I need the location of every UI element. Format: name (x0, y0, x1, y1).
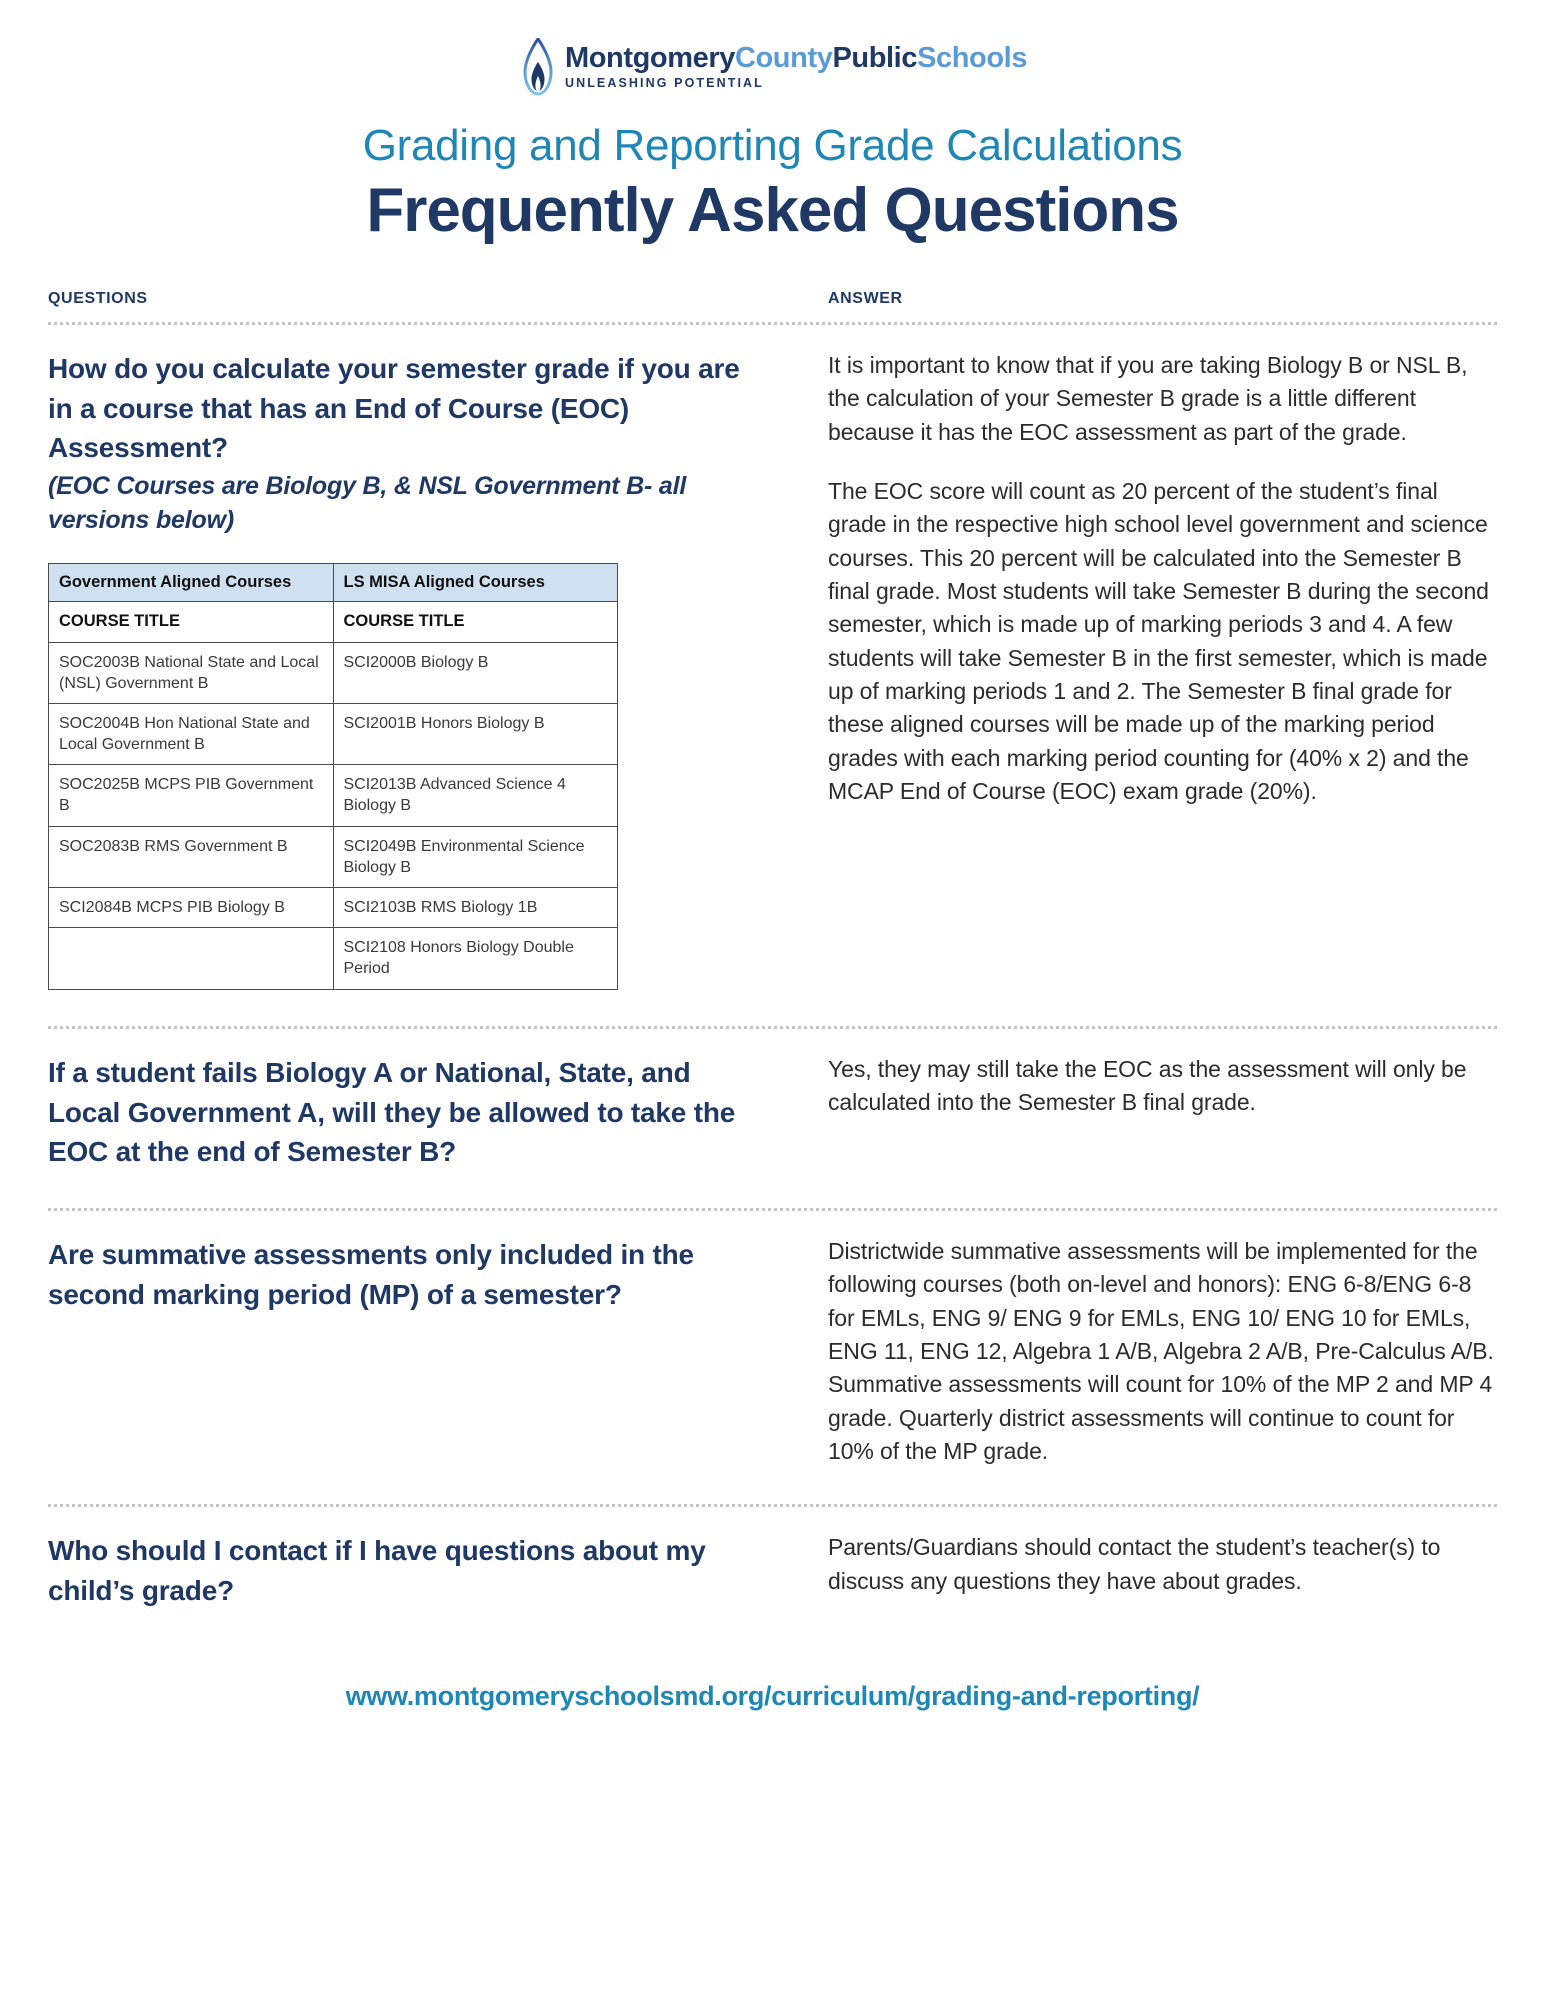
table-cell: SCI2013B Advanced Science 4 Biology B (333, 765, 618, 826)
faq-answer-cell (818, 1531, 1497, 1611)
faq-question-cell (48, 1235, 818, 1468)
faq-question-cell (48, 349, 818, 990)
faq-answer-paragraph: Yes, they may still take the EOC as the assessment will only be calculated into the Semester B final grade. (828, 1055, 1467, 1116)
faq-question: If a student fails Biology A or National, State, and Local Government A, will they be allowed to take the EOC at the end of Semester B? (48, 1056, 736, 1168)
faq-answer-paragraph: Districtwide summative assessments will be implemented for the following courses (both on-level and honors): ENG 6-8/ENG 6-8 for EMLs, ENG 9/ ENG 9 for EMLs, ENG 10/ ENG 10 for EMLs, ENG 11, ENG 12, Algebra 1 A/B, Algebra 2 A/B, Pre-Calculus A/B. Summative assessments will count for 10% of the MP 2 and MP 4 grade. Quarterly district assessments will continue to count for 10% of the MP grade. (828, 1238, 1494, 1465)
faq-question-note: (EOC Courses are Biology B, & NSL Government B- all versions below) (48, 472, 687, 534)
course-table-header-row (49, 564, 618, 602)
page-title: Frequently Asked Questions (366, 176, 1179, 246)
table-row (49, 927, 618, 989)
faq-question-cell (48, 1531, 818, 1611)
table-cell: SOC2083B RMS Government B (49, 826, 334, 887)
faq-row (48, 325, 1497, 1012)
faq-row (48, 1507, 1497, 1633)
footer (48, 1681, 1497, 1752)
mcps-logo (518, 44, 1027, 96)
faq-answer-cell (818, 349, 1497, 990)
flame-icon (518, 38, 558, 96)
faq-content (0, 290, 1545, 1752)
faq-question: How do you calculate your semester grade if you are in a course that has an End of Course (EOC) Assessment? (48, 352, 740, 464)
faq-question: Who should I contact if I have questions about my child’s grade? (48, 1535, 706, 1607)
table-row (49, 765, 618, 826)
faq-answer-paragraph: The EOC score will count as 20 percent of the student’s final grade in the respective high school level government and science courses. This 20 percent will be calculated into the Semester B final grade. Most students will take Semester B during the second semester, which is made up of marking periods 3 and 4. A few students will take Semester B in the first semester, which is made up of marking periods 1 and 2. The Semester B final grade for these aligned courses will be made up of the marking period grades with each marking period counting for (40% x 2) and the MCAP End of Course (EOC) exam grade (20%). (828, 477, 1489, 804)
table-cell: SOC2025B MCPS PIB Government B (49, 765, 334, 826)
course-table-header-government: Government Aligned Courses (49, 564, 334, 602)
faq-answer-paragraph: Parents/Guardians should contact the student’s teacher(s) to discuss any questions they have about grades. (828, 1534, 1441, 1594)
faq-answer (828, 349, 1497, 808)
course-table-head (49, 564, 618, 602)
logo-band (0, 0, 1545, 96)
faq-answer-paragraph: It is important to know that if you are taking Biology B or NSL B, the calculation of your Semester B grade is a little different because it has the EOC assessment as part of the grade. (828, 351, 1468, 445)
logo-tagline: UNLEASHING POTENTIAL (564, 76, 764, 90)
faq-answer (828, 1531, 1497, 1598)
faq-answer-cell (818, 1053, 1497, 1172)
logo-word-schools: Schools (917, 42, 1028, 74)
table-cell: SCI2103B RMS Biology 1B (333, 887, 618, 927)
column-header-row (48, 290, 1497, 308)
course-table (48, 563, 618, 990)
table-row (49, 704, 618, 765)
table-cell-empty (49, 927, 334, 989)
logo-word-montgomery: Montgomery (564, 42, 735, 74)
table-cell: SCI2001B Honors Biology B (333, 704, 618, 765)
footer-url-link[interactable]: www.montgomeryschoolsmd.org/curriculum/grading-and-reporting/ (345, 1680, 1200, 1711)
faq-row (48, 1029, 1497, 1194)
table-row (49, 887, 618, 927)
logo-wordmark (565, 44, 1027, 73)
faq-question: Are summative assessments only included in the second marking period (MP) of a semester? (48, 1239, 694, 1310)
faq-answer (828, 1235, 1497, 1468)
table-cell: SCI2000B Biology B (333, 642, 618, 703)
logo-word-county: County (734, 42, 833, 74)
table-cell: SOC2003B National State and Local (NSL) Government B (49, 642, 334, 703)
course-title-subheader-right: COURSE TITLE (333, 602, 618, 643)
questions-column-header: QUESTIONS (48, 289, 148, 307)
logo-text (565, 44, 1027, 90)
faq-answer-cell (818, 1235, 1497, 1468)
table-row (49, 602, 618, 643)
table-row (49, 826, 618, 887)
table-cell: SOC2004B Hon National State and Local Government B (49, 704, 334, 765)
page-subtitle: Grading and Reporting Grade Calculations (362, 121, 1183, 170)
table-cell: SCI2084B MCPS PIB Biology B (49, 887, 334, 927)
answer-column-header: ANSWER (828, 289, 903, 307)
faq-row (48, 1211, 1497, 1490)
title-block (0, 122, 1545, 246)
course-table-body (49, 602, 618, 990)
table-cell: SCI2108 Honors Biology Double Period (333, 927, 618, 989)
faq-answer (828, 1053, 1497, 1120)
table-row (49, 642, 618, 703)
logo-word-public: Public (832, 42, 918, 74)
course-title-subheader-left: COURSE TITLE (49, 602, 334, 643)
course-table-header-lsmisa: LS MISA Aligned Courses (333, 564, 618, 602)
faq-question-cell (48, 1053, 818, 1172)
table-cell: SCI2049B Environmental Science Biology B (333, 826, 618, 887)
